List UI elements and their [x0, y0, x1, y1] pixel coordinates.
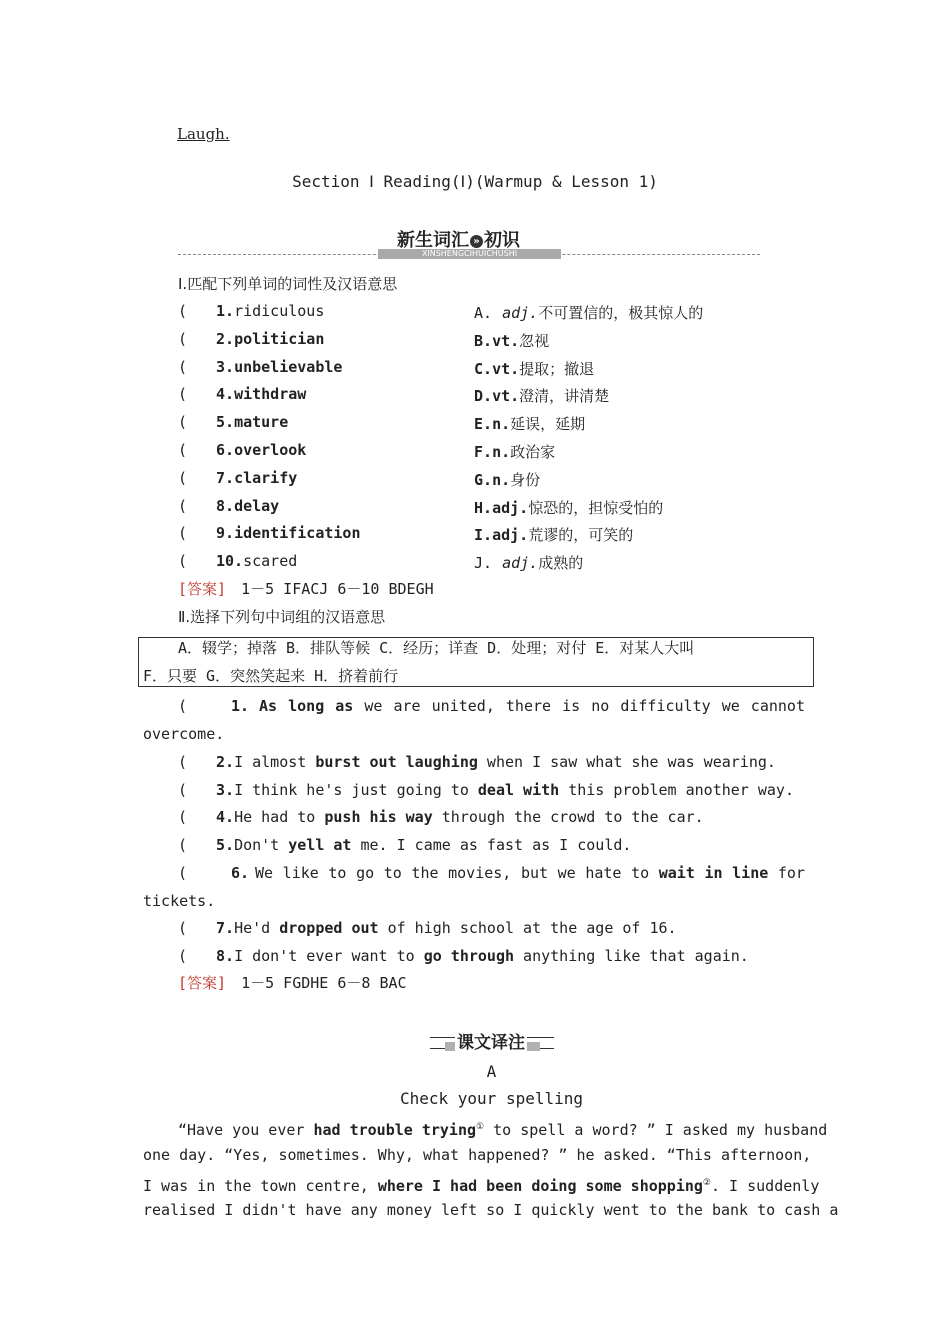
vocab-row [178, 497, 778, 517]
vocab-row [178, 469, 778, 489]
vocab-row [178, 385, 778, 405]
banner-title-2: 初识 [484, 230, 520, 251]
vocab-meaning: J. adj.成熟的 [474, 554, 584, 573]
sentence-4: ( 4.He had to push his way through the crowd to the car. [178, 808, 704, 826]
answer-blank[interactable]: ( [178, 697, 188, 715]
sentence-6-cont: tickets. [143, 892, 216, 910]
sentence-1: ( 1. [178, 697, 250, 715]
part2-answer [178, 973, 407, 993]
answer-blank[interactable]: ( [178, 357, 188, 376]
part1-answer [178, 579, 434, 599]
answer-blank[interactable]: ( [178, 468, 188, 487]
vocab-row [178, 441, 778, 461]
options-line-1: A．辍学；掉落 B．排队等候 C．经历；详查 D．处理；对付 E．对某人大叫 [178, 639, 695, 657]
vocab-word: 9.identification [216, 524, 361, 543]
paragraph-line-1: “Have you ever had trouble trying① to spell a word? ” I asked my husband [178, 1121, 828, 1139]
sentence-7: ( 7.He'd dropped out of high school at the age of 16. [178, 919, 677, 937]
section-title: Section Ⅰ Reading(Ⅰ)(Warmup & Lesson 1) [292, 172, 658, 191]
sentence-5: ( 5.Don't yell at me. I came as fast as I could. [178, 836, 632, 854]
answer-blank[interactable]: ( [178, 413, 188, 432]
sentence-6: ( 6. [178, 864, 250, 882]
banner-subtitle: XINSHENGCIHUICHUSHI [421, 249, 518, 258]
vocab-row [178, 413, 778, 433]
vocab-word: 10.scared [216, 552, 298, 571]
options-line-2: F．只要 G．突然笑起来 H．挤着前行 [143, 667, 399, 685]
answer-blank[interactable]: ( [178, 496, 188, 515]
sentence-8: ( 8.I don't ever want to go through anything like that again. [178, 947, 749, 965]
paragraph-line-3: I was in the town centre, where I had been doing some shopping②. I suddenly [143, 1177, 820, 1195]
arrow-circle-icon: » [470, 235, 483, 248]
vocab-meaning: I.adj.荒谬的，可笑的 [474, 526, 634, 545]
answer-label: [答案] [178, 580, 227, 598]
part2-heading: Ⅱ.选择下列句中词组的汉语意思 [178, 608, 386, 626]
text-label: A [486, 1062, 497, 1081]
vocab-meaning: A. adj.不可置信的，极其惊人的 [474, 304, 704, 322]
sentence-2: ( 2.I almost burst out laughing when I saw what she was wearing. [178, 753, 776, 771]
vocab-row [178, 330, 778, 350]
vocab-word: 1.ridiculous [216, 302, 325, 320]
vocab-row [178, 358, 778, 378]
answer-blank[interactable]: ( [178, 808, 188, 826]
vocab-meaning: H.adj.惊恐的，担惊受怕的 [474, 498, 664, 517]
banner-title: 新生词汇 [397, 230, 469, 251]
text-title: Check your spelling [399, 1089, 584, 1108]
answer-blank[interactable]: ( [178, 919, 188, 937]
answer-blank[interactable]: ( [178, 753, 188, 771]
sentence-1-cont: overcome. [143, 725, 225, 743]
answer-text: 1－5 IFACJ 6－10 BDEGH [241, 580, 434, 598]
sentence-3: ( 3.I think he's just going to deal with this problem another way. [178, 781, 794, 799]
vocab-word: 3.unbelievable [216, 357, 343, 376]
text-banner-title: 课文译注 [455, 1028, 527, 1053]
vocab-word: 2.politician [216, 329, 325, 348]
paragraph-line-4: realised I didn't have any money left so I quickly went to the bank to cash a [143, 1201, 839, 1219]
answer-blank[interactable]: ( [178, 947, 188, 965]
vocab-word: 8.delay [216, 496, 280, 515]
vocab-word: 4.withdraw [216, 385, 307, 404]
vocab-meaning: G.n.身份 [474, 470, 541, 489]
answer-text: 1－5 FGDHE 6－8 BAC [241, 974, 407, 992]
answer-label: [答案] [178, 974, 227, 992]
vocab-row [178, 302, 778, 322]
vocab-meaning: C.vt.提取；撤退 [474, 359, 595, 378]
vocab-word: 7.clarify [216, 468, 298, 487]
part1-heading: Ⅰ.匹配下列单词的词性及汉语意思 [178, 275, 398, 293]
answer-blank[interactable]: ( [178, 552, 188, 571]
vocab-row [178, 524, 778, 544]
answer-blank[interactable]: ( [178, 781, 188, 799]
vocab-row [178, 552, 778, 572]
vocab-meaning: B.vt.忽视 [474, 331, 550, 350]
vocab-meaning: E.n.延误，延期 [474, 415, 586, 434]
header-laugh: Laugh. [177, 125, 230, 143]
sentence-6-text: We like to go to the movies, but we hate to wait in line for [255, 864, 805, 882]
sentence-1-text: As long as we are united, there is no difficulty we cannot [259, 697, 805, 715]
vocab-word: 6.overlook [216, 441, 307, 459]
answer-blank[interactable]: ( [178, 329, 188, 348]
answer-blank[interactable]: ( [178, 385, 188, 404]
vocab-meaning: D.vt.澄清，讲清楚 [474, 387, 610, 406]
answer-blank[interactable]: ( [178, 864, 188, 882]
answer-blank[interactable]: ( [178, 302, 188, 320]
answer-blank[interactable]: ( [178, 836, 188, 854]
vocab-meaning: F.n.政治家 [474, 443, 556, 461]
answer-blank[interactable]: ( [178, 524, 188, 543]
paragraph-line-2: one day. “Yes, sometimes. Why, what happened? ” he asked. “This afternoon, [143, 1146, 812, 1164]
vocab-word: 5.mature [216, 413, 289, 432]
answer-blank[interactable]: ( [178, 441, 188, 459]
